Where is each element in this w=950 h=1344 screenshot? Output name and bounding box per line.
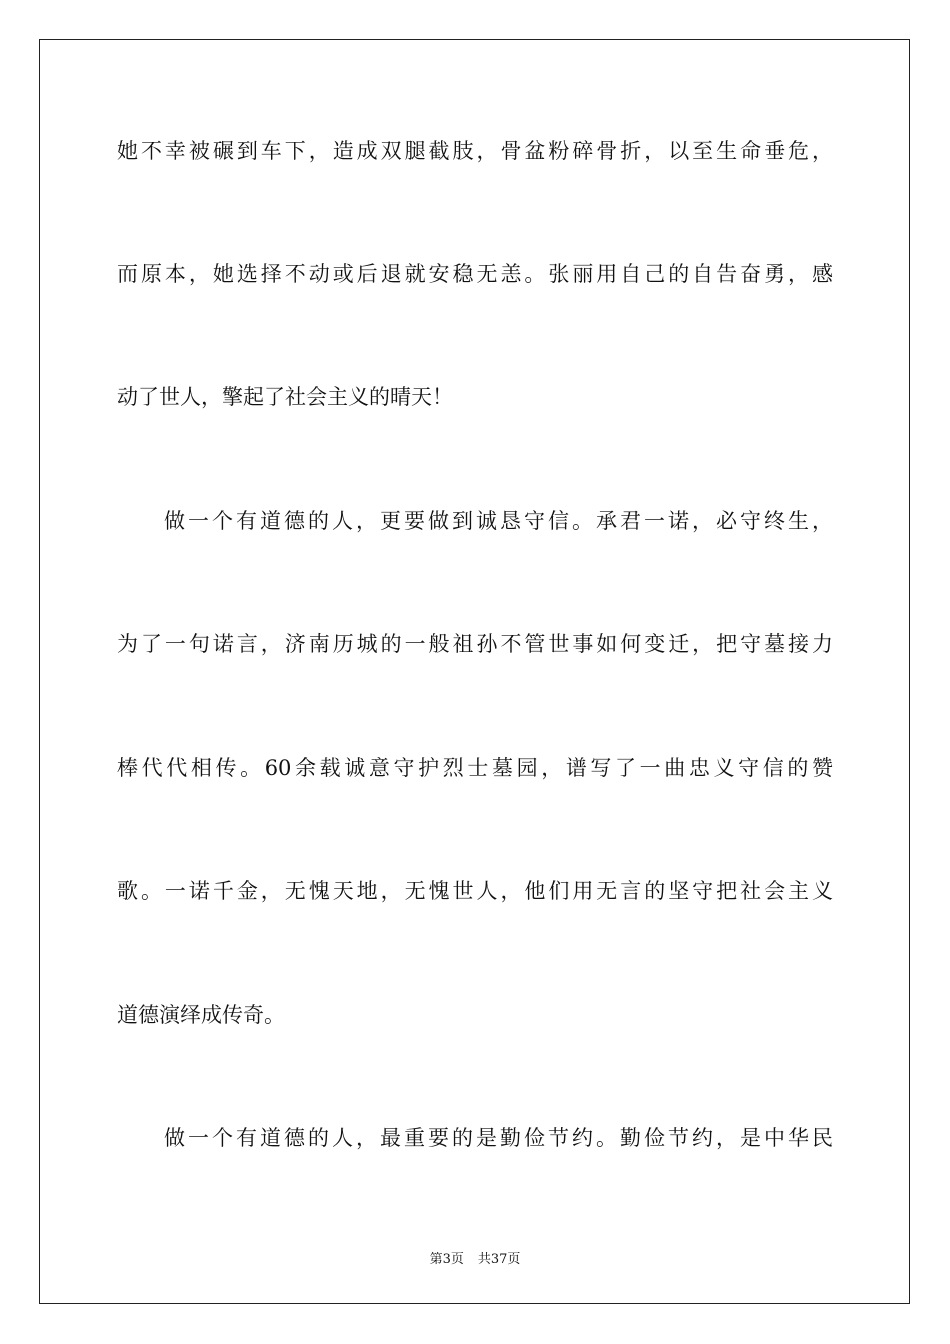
page-number: 第3页 — [429, 1252, 464, 1267]
text-line-1: 她不幸被碾到车下，造成双腿截肢，骨盆粉碎骨折，以至生命垂危， — [117, 139, 833, 163]
page-total: 共37页 — [477, 1252, 521, 1267]
text-line-3: 动了世人，擎起了社会主义的晴天！ — [117, 385, 453, 409]
page-footer — [0, 1248, 950, 1267]
page-border — [39, 39, 910, 1304]
text-line-9: 做一个有道德的人，最重要的是勤俭节约。勤俭节约，是中华民 — [164, 1126, 833, 1150]
text-line-6: 棒代代相传。60余载诚意守护烈士墓园，谱写了一曲忠义守信的赞 — [117, 756, 833, 780]
text-line-4: 做一个有道德的人，更要做到诚恳守信。承君一诺，必守终生， — [164, 509, 833, 533]
text-line-5: 为了一句诺言，济南历城的一般祖孙不管世事如何变迁，把守墓接力 — [117, 632, 833, 656]
text-line-8: 道德演绎成传奇。 — [117, 1003, 285, 1027]
text-line-2: 而原本，她选择不动或后退就安稳无恙。张丽用自己的自告奋勇，感 — [117, 262, 833, 286]
text-line-7: 歌。一诺千金，无愧天地，无愧世人，他们用无言的坚守把社会主义 — [117, 879, 833, 903]
